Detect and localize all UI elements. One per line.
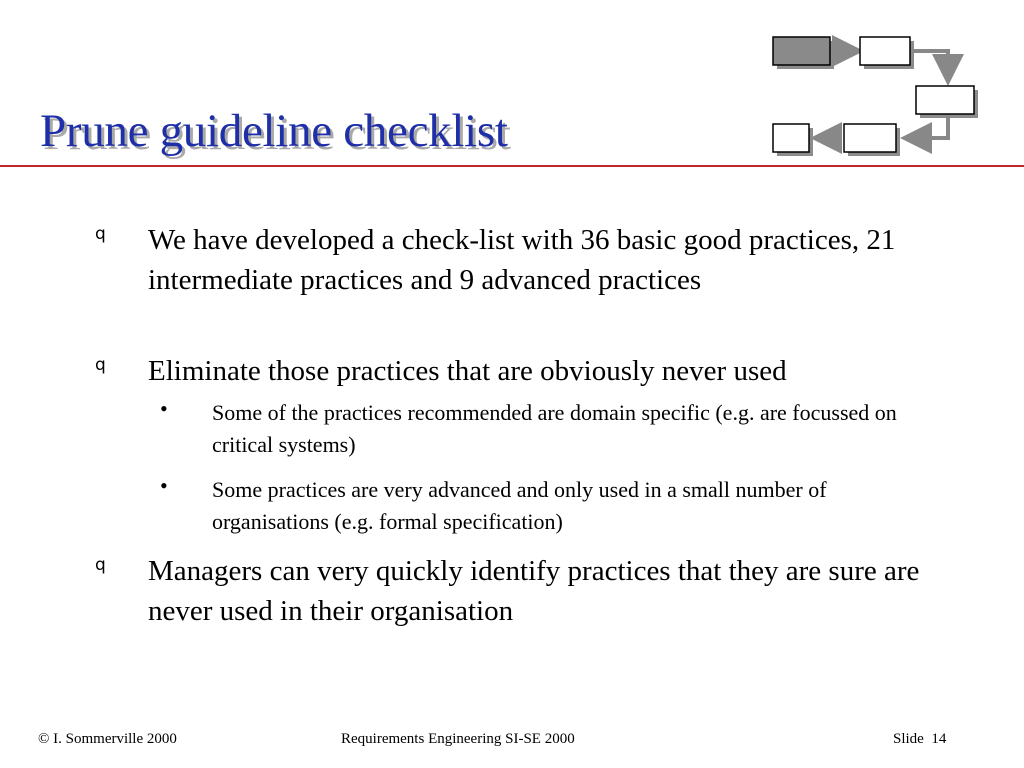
slide-number: 14 — [931, 731, 947, 747]
bullet-text: Eliminate those practices that are obviously never used — [148, 355, 787, 387]
sub-bullet-marker: • — [160, 473, 168, 498]
footer-course-title: Requirements Engineering SI-SE 2000 — [341, 731, 575, 747]
footer-slide-number — [893, 729, 946, 749]
bullet-text: We have developed a check-list with 36 basic good practices, 21 intermediate practices and 9 advanced practices — [148, 224, 896, 296]
slide-label: Slide — [893, 731, 924, 747]
sub-bullet-text: Some of the practices recommended are domain specific (e.g. are focussed on critical systems) — [212, 400, 897, 457]
sub-bullet-marker: • — [160, 396, 168, 421]
footer-copyright: © I. Sommerville 2000 — [38, 731, 177, 747]
bullet-marker: q — [95, 224, 106, 244]
bullet-text: Managers can very quickly identify practices that they are sure are never used in their organisation — [148, 555, 920, 627]
bullet-marker: q — [95, 355, 106, 375]
bullet-marker: q — [95, 555, 106, 575]
slide-title: Prune guideline checklist — [40, 105, 508, 157]
sub-bullet-text: Some practices are very advanced and only used in a small number of organisations (e.g. formal specification) — [212, 477, 827, 534]
